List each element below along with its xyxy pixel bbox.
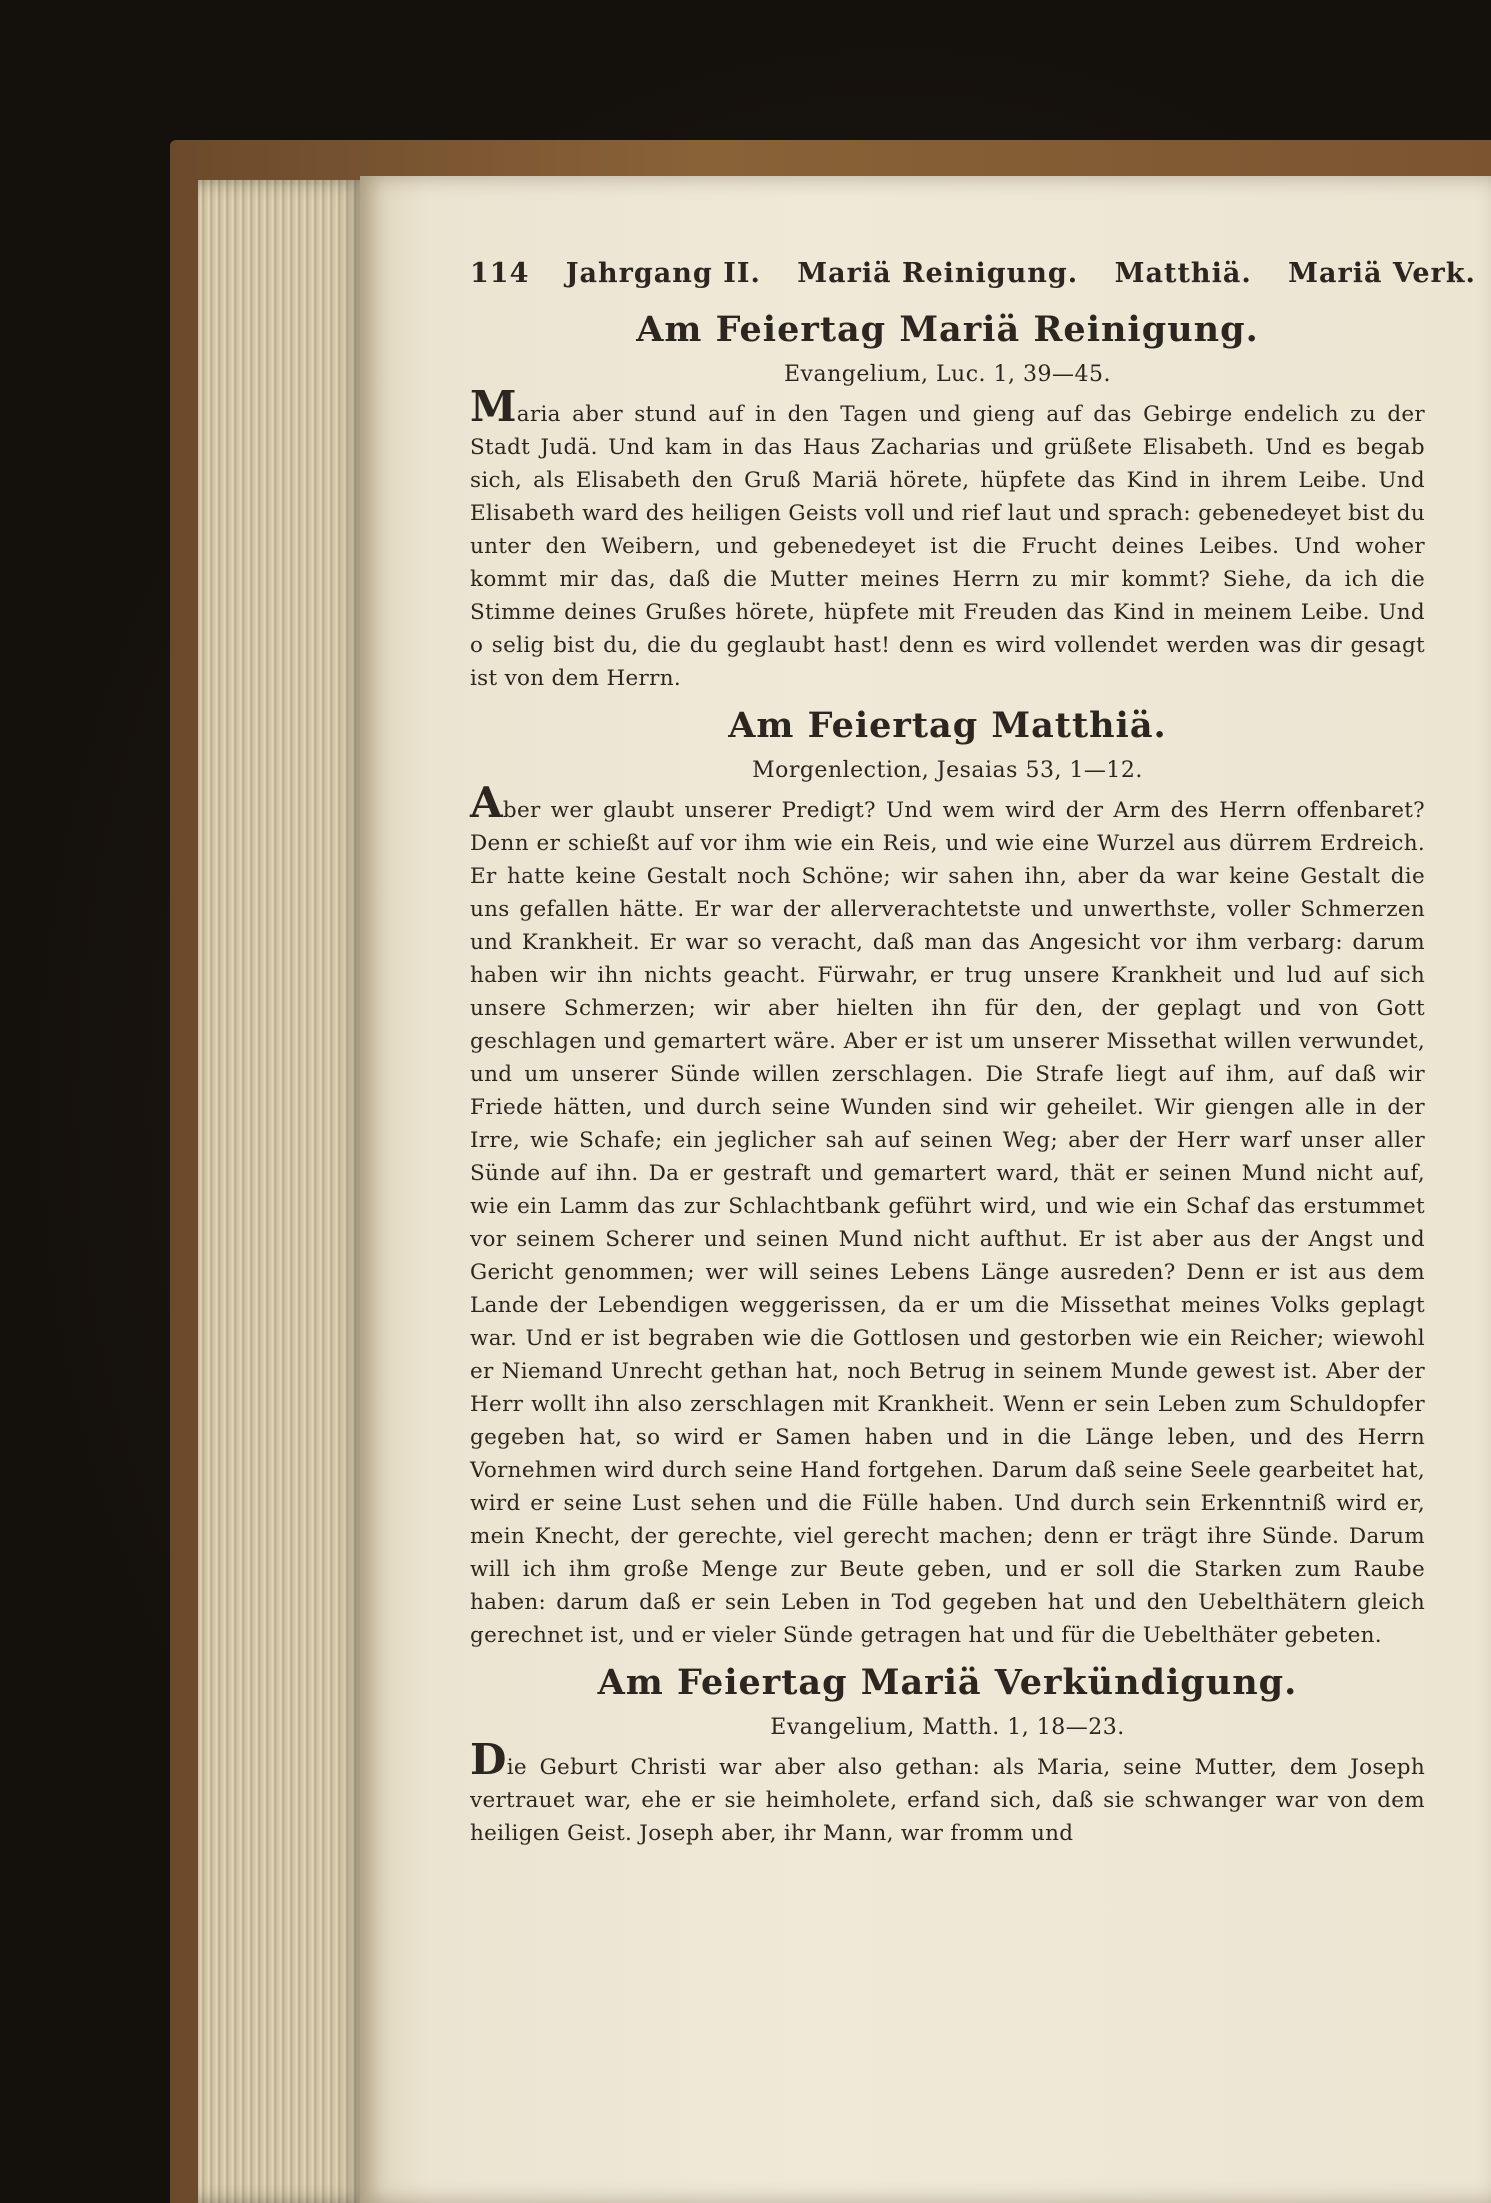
section-source: Evangelium, Luc. 1, 39—45. — [783, 362, 1111, 387]
drop-initial: M — [470, 382, 517, 431]
section-reinigung — [470, 309, 1425, 695]
running-head-part2: Mariä Reinigung. — [797, 258, 1079, 289]
running-head-part1: Jahrgang II. — [565, 258, 761, 289]
running-head — [470, 258, 1476, 289]
section-title: Am Feiertag Matthiä. — [728, 705, 1167, 746]
body-text: ber wer glaubt unserer Predigt? Und wem wird der Arm des Herrn offenbaret? Denn er schießt auf vor ihm wie ein Reis, und wie eine Wurzel aus dürrem Erdreich. Er hatte keine Gestalt noch Schöne; wir sahen ihn, aber da war keine Gestalt die uns gefallen hätte. Er war der allerverachtetste und unwerthste, voller Schmerzen und Krankheit. Er war so veracht, daß man das Angesicht vor ihm verbarg: darum haben wir ihn nichts geacht. Fürwahr, er trug unsere Krankheit und lud auf sich unsere Schmerzen; wir aber hielten ihn für den, der geplagt und von Gott geschlagen und gemartert wäre. Aber er ist um unserer Missethat willen verwundet, und um unserer Sünde willen zerschlagen. Die Strafe liegt auf ihm, auf daß wir Friede hätten, und durch seine Wunden sind wir geheilet. Wir giengen alle in der Irre, wie Schafe; ein jeglicher sah auf seinen Weg; aber der Herr warf unser aller Sünde auf ihn. Da er gestraft und gemartert ward, thät er seinen Mund nicht auf, wie ein Lamm das zur Schlachtbank geführt wird, und wie ein Schaf das erstummet vor seinem Scherer und seinen Mund nicht aufthut. Er ist aber aus der Angst und Gericht genommen; wer will seines Lebens Länge ausreden? Denn er ist aus dem Lande der Lebendigen weggerissen, da er um die Missethat meines Volks geplagt war. Und er ist begraben wie die Gottlosen und gestorben wie ein Reicher; wiewohl er Niemand Unrecht gethan hat, noch Betrug in seinem Munde gewest ist. Aber der Herr wollt ihn also zerschlagen mit Krankheit. Wenn er sein Leben zum Schuldopfer gegeben hat, so wird er Samen haben und in die Länge leben, und des Herrn Vornehmen wird durch seine Hand fortgehen. Darum daß seine Seele gearbeitet hat, wird er seine Lust sehen und die Fülle haben. Und durch sein Erkenntniß wird er, mein Knecht, der gerechte, viel gerecht machen; denn er trägt ihre Sünde. Darum will ich ihm große Menge zur Beute geben, und er soll die Starken zum Raube haben: darum daß er sein Leben in Tod gegeben hat und den Uebelthätern gleich gerechnet ist, und er vieler Sünde getragen hat und für die Uebelthäter gebeten. — [470, 798, 1425, 1648]
drop-initial: D — [470, 1735, 507, 1784]
section-body — [470, 778, 1425, 1652]
section-body — [470, 382, 1425, 695]
section-verkuendigung — [470, 1662, 1425, 1850]
body-text: ie Geburt Christi war aber also gethan: als Maria, seine Mutter, dem Joseph vertrauet war, ehe er sie heimholete, erfand sich, daß sie schwanger war von dem heiligen Geist. Joseph aber, ihr Mann, war fromm und — [470, 1755, 1425, 1846]
section-source: Evangelium, Matth. 1, 18—23. — [770, 1715, 1125, 1740]
drop-initial: A — [470, 778, 503, 827]
section-title: Am Feiertag Mariä Verkündigung. — [597, 1662, 1298, 1703]
body-text: aria aber stund auf in den Tagen und gieng auf das Gebirge endelich zu der Stadt Judä. Und kam in das Haus Zacharias und grüßete Elisabeth. Und es begab sich, als Elisabeth den Gruß Mariä hörete, hüpfete das Kind in ihrem Leibe. Und Elisabeth ward des heiligen Geists voll und rief laut und sprach: gebenedeyet bist du unter den Weibern, und gebenedeyet ist die Frucht deines Leibes. Und woher kommt mir das, daß die Mutter meines Herrn zu mir kommt? Siehe, da ich die Stimme deines Grußes hörete, hüpfete mit Freuden das Kind in meinem Leibe. Und o selig bist du, die du geglaubt hast! denn es wird vollendet werden was dir gesagt ist von dem Herrn. — [470, 402, 1425, 691]
text-column — [470, 258, 1476, 1860]
section-title: Am Feiertag Mariä Reinigung. — [636, 309, 1259, 350]
running-head-part3: Matthiä. — [1114, 258, 1252, 289]
section-matthiae — [470, 705, 1425, 1652]
page-number: 114 — [470, 258, 530, 289]
section-body — [470, 1735, 1425, 1850]
page-edges — [198, 180, 368, 2203]
running-head-part4: Mariä Verk. — [1288, 258, 1476, 289]
section-source: Morgenlection, Jesaias 53, 1—12. — [752, 758, 1143, 783]
